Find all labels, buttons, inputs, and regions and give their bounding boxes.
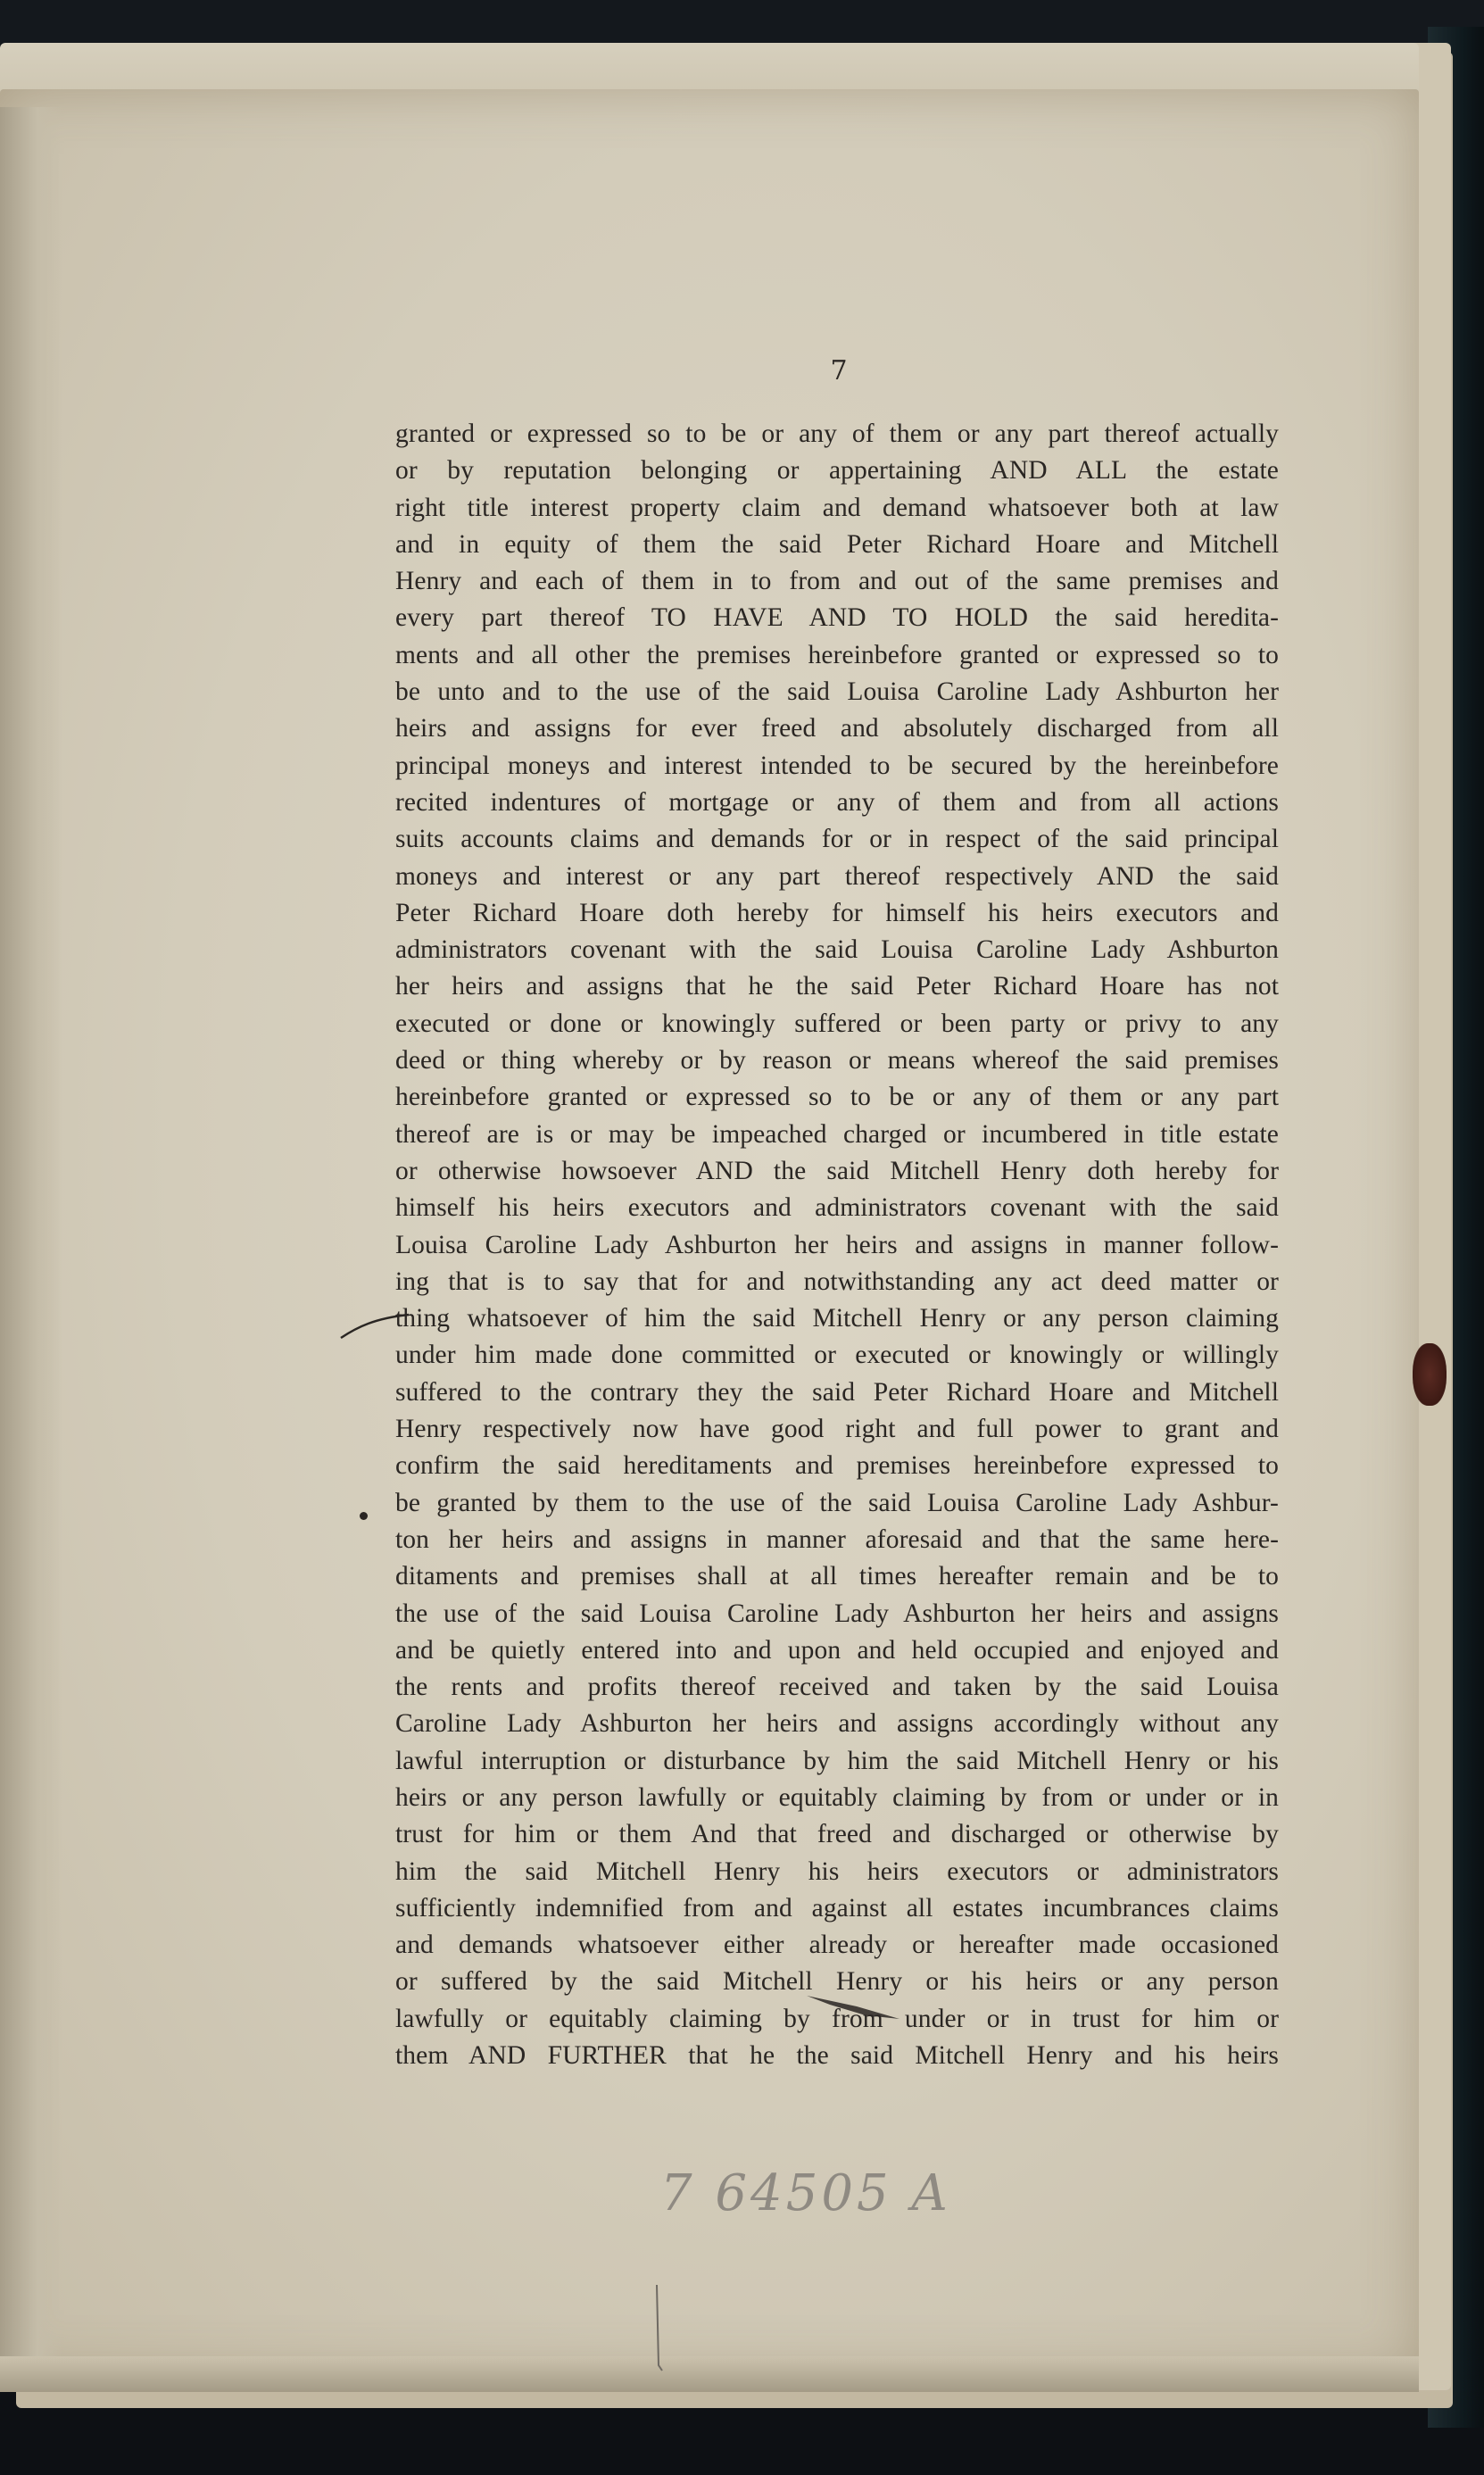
- text-line: suits accounts claims and demands for or in respect of the said principal: [395, 825, 1279, 854]
- text-line: and in equity of them the said Peter Richard Hoare and Mitchell: [395, 529, 1279, 559]
- page-bottom-edge: [0, 2356, 1419, 2392]
- text-line: them AND FURTHER that he the said Mitchell Henry and his heirs: [395, 2041, 1279, 2071]
- pencil-catalog-number: 7 64505 A: [660, 2164, 951, 2222]
- text-line: ing that is to say that for and notwithstanding any act deed matter or: [395, 1267, 1279, 1296]
- text-line: heirs or any person lawfully or equitably claiming by from or under or in: [395, 1782, 1279, 1812]
- text-line: Henry respectively now have good right and full power to grant and: [395, 1415, 1279, 1444]
- text-line: lawful interruption or disturbance by him the said Mitchell Henry or his: [395, 1746, 1279, 1775]
- text-line: heirs and assigns for ever freed and absolutely discharged from all: [395, 714, 1279, 743]
- text-line: hereinbefore granted or expressed so to be or any of them or any part: [395, 1083, 1279, 1112]
- text-line: every part thereof TO HAVE AND TO HOLD the said heredita-: [395, 603, 1279, 633]
- text-line: under him made done committed or executed or knowingly or willingly: [395, 1341, 1279, 1370]
- text-line: Henry and each of them in to from and out of the same premises and: [395, 567, 1279, 596]
- body-text: [395, 416, 1279, 2074]
- text-line: confirm the said hereditaments and premises hereinbefore expressed to: [395, 1451, 1279, 1481]
- text-line: himself his heirs executors and administrators covenant with the said: [395, 1193, 1279, 1223]
- text-line: executed or done or knowingly suffered or been party or privy to any: [395, 1009, 1279, 1038]
- text-line: him the said Mitchell Henry his heirs executors or administrators: [395, 1856, 1279, 1886]
- margin-pen-mark: [339, 1308, 410, 1343]
- text-line: Peter Richard Hoare doth hereby for himself his heirs executors and: [395, 898, 1279, 927]
- ink-blot: [803, 1989, 901, 2024]
- text-line: her heirs and assigns that he the said Peter Richard Hoare has not: [395, 972, 1279, 1001]
- text-line: granted or expressed so to be or any of them or any part thereof actually: [395, 419, 1279, 448]
- text-line: lawfully or equitably claiming by from under or in trust for him or: [395, 2004, 1279, 2033]
- text-line: or by reputation belonging or appertaining AND ALL the estate: [395, 456, 1279, 486]
- text-line: ments and all other the premises hereinbefore granted or expressed so to: [395, 640, 1279, 669]
- text-line: sufficiently indemnified from and against all estates incumbrances claims: [395, 1893, 1279, 1923]
- wax-stain: [1413, 1343, 1447, 1406]
- text-line: or otherwise howsoever AND the said Mitchell Henry doth hereby for: [395, 1156, 1279, 1185]
- page-gutter-shadow: [0, 107, 62, 2374]
- text-line: suffered to the contrary they the said Peter Richard Hoare and Mitchell: [395, 1377, 1279, 1407]
- text-line: thing whatsoever of him the said Mitchell Henry or any person claiming: [395, 1304, 1279, 1333]
- text-line: or suffered by the said Mitchell Henry or his heirs or any person: [395, 1967, 1279, 1997]
- pencil-tick-mark: [650, 2285, 667, 2374]
- text-line: trust for him or them And that freed and discharged or otherwise by: [395, 1820, 1279, 1849]
- text-line: ton her heirs and assigns in manner aforesaid and that the same here-: [395, 1524, 1279, 1554]
- text-line: Louisa Caroline Lady Ashburton her heirs and assigns in manner follow-: [395, 1230, 1279, 1259]
- text-line: be unto and to the use of the said Louisa Caroline Lady Ashburton her: [395, 677, 1279, 707]
- text-line: right title interest property claim and demand whatsoever both at law: [395, 493, 1279, 522]
- text-line: thereof are is or may be impeached charged or incumbered in title estate: [395, 1119, 1279, 1149]
- text-line: administrators covenant with the said Louisa Caroline Lady Ashburton: [395, 935, 1279, 965]
- text-line: moneys and interest or any part thereof respectively AND the said: [395, 861, 1279, 891]
- text-line: and demands whatsoever either already or hereafter made occasioned: [395, 1931, 1279, 1960]
- text-line: be granted by them to the use of the said Louisa Caroline Lady Ashbur-: [395, 1488, 1279, 1517]
- text-line: the use of the said Louisa Caroline Lady Ashburton her heirs and assigns: [395, 1599, 1279, 1628]
- page-number: 7: [830, 355, 848, 386]
- text-line: and be quietly entered into and upon and held occupied and enjoyed and: [395, 1635, 1279, 1665]
- text-line: the rents and profits thereof received and taken by the said Louisa: [395, 1673, 1279, 1702]
- text-line: ditaments and premises shall at all times hereafter remain and be to: [395, 1562, 1279, 1591]
- margin-dot: [360, 1512, 368, 1520]
- text-line: Caroline Lady Ashburton her heirs and assigns accordingly without any: [395, 1709, 1279, 1739]
- text-line: recited indentures of mortgage or any of them and from all actions: [395, 787, 1279, 817]
- text-line: deed or thing whereby or by reason or means whereof the said premises: [395, 1046, 1279, 1076]
- text-line: principal moneys and interest intended to be secured by the hereinbefore: [395, 751, 1279, 780]
